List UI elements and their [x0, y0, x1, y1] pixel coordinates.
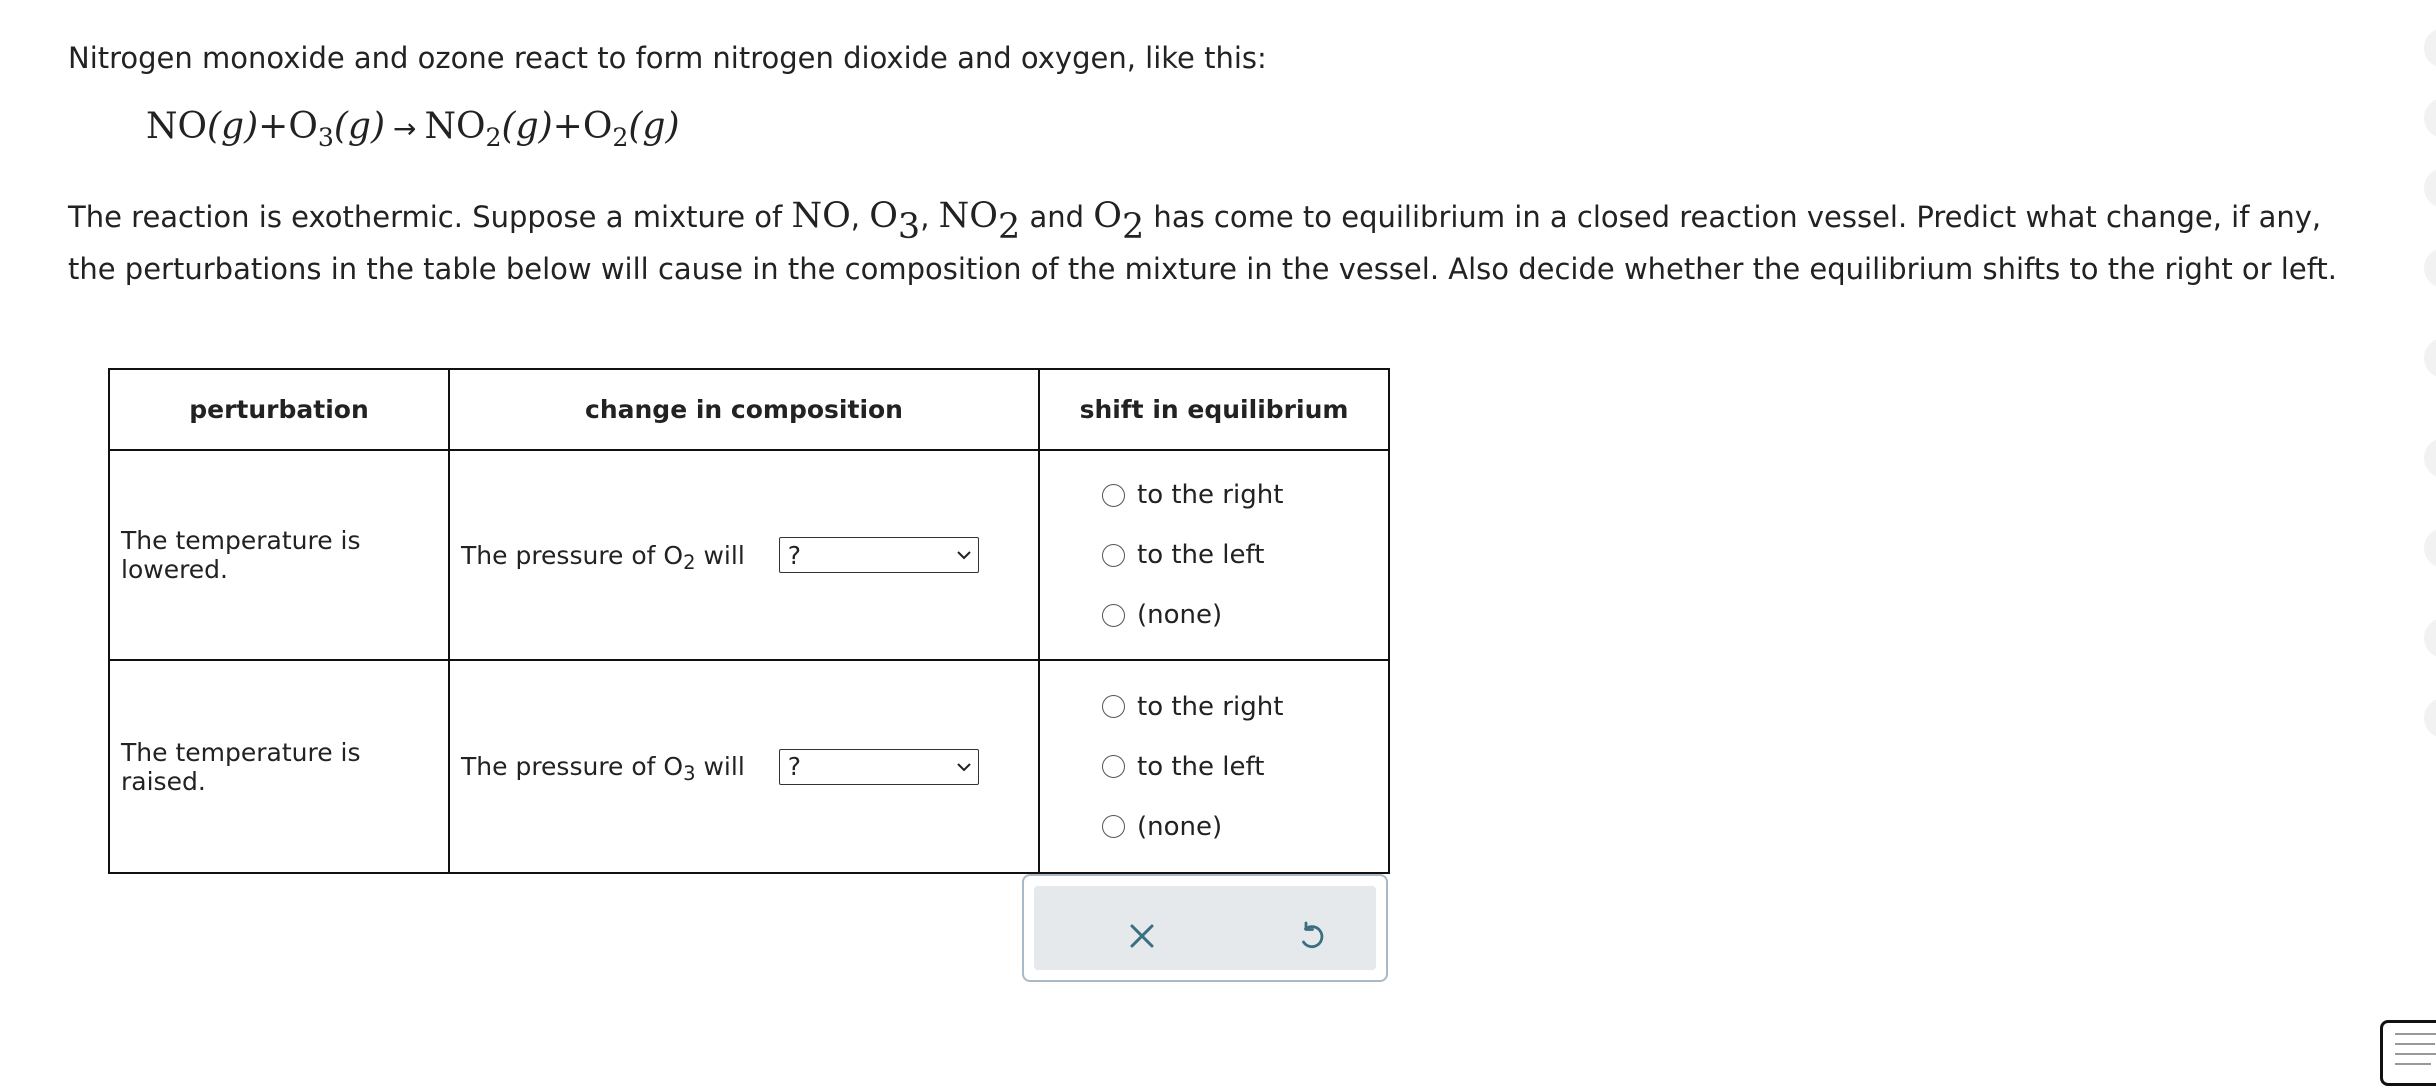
side-nav-dot[interactable] — [2424, 438, 2436, 478]
subscript: 2 — [683, 550, 696, 574]
composition-label — [461, 752, 745, 785]
subscript: 2 — [1121, 207, 1145, 248]
composition-suffix: will — [695, 752, 745, 781]
chevron-down-icon — [956, 547, 972, 563]
subscript: 3 — [897, 207, 921, 248]
radio-label: (none) — [1137, 811, 1223, 842]
formula-o3: O — [869, 196, 898, 236]
side-nav-dot[interactable] — [2424, 698, 2436, 738]
table-row — [109, 450, 1389, 660]
chemical-equation — [146, 102, 680, 154]
subscript: 2 — [612, 123, 629, 153]
composition-select[interactable] — [779, 749, 979, 785]
shift-cell — [1039, 450, 1389, 660]
subscript: 2 — [997, 207, 1021, 248]
undo-icon — [1296, 920, 1328, 952]
perturbation-cell: The temperature is raised. — [109, 660, 449, 873]
shift-cell — [1039, 660, 1389, 873]
header-change-in-composition: change in composition — [449, 369, 1039, 450]
perturbation-cell: The temperature is lowered. — [109, 450, 449, 660]
radio-circle-icon[interactable] — [1102, 815, 1125, 838]
reactant-no: NO — [146, 106, 208, 147]
desc-text: The reaction is exothermic. Suppose a mixture of — [68, 200, 792, 234]
chevron-down-icon — [956, 759, 972, 775]
radio-to-the-left[interactable] — [1102, 525, 1388, 585]
state: (g) — [628, 106, 680, 147]
select-value: ? — [787, 540, 802, 570]
header-shift-in-equilibrium: shift in equilibrium — [1039, 369, 1389, 450]
side-nav-dot[interactable] — [2424, 168, 2436, 208]
formula-no: NO — [791, 196, 851, 236]
radio-circle-icon[interactable] — [1102, 755, 1125, 778]
state: (g) — [207, 106, 259, 147]
radio-label: to the left — [1137, 751, 1265, 782]
composition-suffix: will — [695, 540, 745, 570]
state: (g) — [333, 106, 386, 147]
composition-label — [461, 540, 745, 574]
radio-circle-icon[interactable] — [1102, 695, 1125, 718]
thumbnail-line — [2395, 1043, 2435, 1045]
side-nav-dot[interactable] — [2424, 28, 2436, 68]
thumbnail-line — [2395, 1053, 2436, 1055]
radio-label: to the right — [1137, 480, 1284, 510]
radio-to-the-right[interactable] — [1102, 465, 1388, 525]
formula-no2: NO — [938, 196, 998, 236]
radio-label: to the left — [1137, 540, 1265, 570]
intro-text: Nitrogen monoxide and ozone react to form nitrogen dioxide and oxygen, like this: — [68, 41, 1267, 75]
product-no2: NO — [424, 106, 486, 147]
thumbnail-line — [2395, 1063, 2431, 1065]
table-row — [109, 660, 1389, 873]
composition-cell — [449, 450, 1039, 660]
plus: + — [552, 106, 583, 147]
subscript: 3 — [317, 123, 334, 153]
plus: + — [258, 106, 289, 147]
radio-circle-icon[interactable] — [1102, 544, 1125, 567]
radio-circle-icon[interactable] — [1102, 604, 1125, 627]
page-thumbnail[interactable] — [2380, 1020, 2436, 1086]
select-value: ? — [787, 752, 802, 781]
desc-text: has come to equilibrium in a closed reaction vessel. Predict what change, if any, the perturbations in the table below will cause in the composition of the mixture in the vessel. Also decide whether the equilibrium shifts to the right or left. — [68, 200, 2337, 286]
clear-button[interactable] — [1122, 916, 1162, 956]
radio-label: (none) — [1137, 600, 1223, 630]
radio-circle-icon[interactable] — [1102, 484, 1125, 507]
composition-prefix: The pressure of O — [461, 752, 684, 781]
x-icon — [1127, 921, 1157, 951]
formula-o2: O — [1093, 196, 1122, 236]
desc-sep: , — [850, 200, 870, 234]
radio-label: to the right — [1137, 691, 1284, 722]
thumbnail-line — [2395, 1033, 2436, 1035]
header-perturbation: perturbation — [109, 369, 449, 450]
product-o2: O — [582, 106, 613, 147]
radio-none[interactable] — [1102, 797, 1388, 857]
side-nav-dot[interactable] — [2424, 248, 2436, 288]
radio-to-the-left[interactable] — [1102, 737, 1388, 797]
reset-button[interactable] — [1292, 916, 1332, 956]
radio-none[interactable] — [1102, 585, 1388, 645]
reactant-o3: O — [288, 106, 318, 147]
reaction-arrow-icon: → — [393, 112, 417, 145]
side-nav-dot[interactable] — [2424, 618, 2436, 658]
action-bar — [1034, 886, 1376, 970]
composition-cell — [449, 660, 1039, 873]
desc-sep: , — [920, 200, 939, 234]
composition-prefix: The pressure of O — [461, 540, 684, 570]
subscript: 2 — [485, 123, 502, 153]
desc-sep: and — [1020, 200, 1094, 234]
perturbation-table — [108, 368, 1390, 874]
side-nav-dot[interactable] — [2424, 98, 2436, 138]
side-nav-dot[interactable] — [2424, 338, 2436, 378]
subscript: 3 — [683, 761, 696, 785]
side-nav-dot[interactable] — [2424, 528, 2436, 568]
radio-to-the-right[interactable] — [1102, 677, 1388, 737]
composition-select[interactable] — [779, 537, 979, 573]
state: (g) — [501, 106, 553, 147]
answer-action-panel — [1022, 874, 1388, 982]
problem-description — [68, 190, 2368, 295]
